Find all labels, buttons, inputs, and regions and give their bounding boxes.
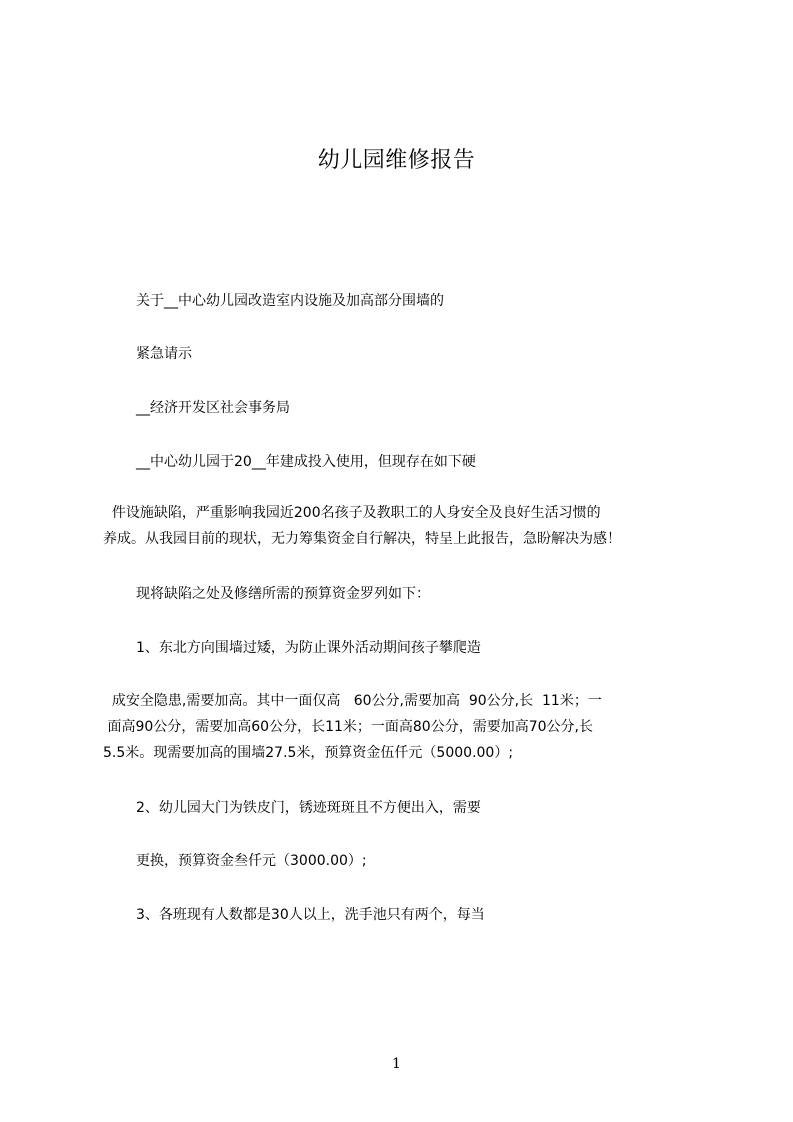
page-number: 1 xyxy=(392,1056,401,1072)
text-line: 5.5米。现需要加高的围墙27.5米，预算资金伍仟元（5000.00）; xyxy=(103,745,514,761)
paragraph-subject-line2: 紧急请示 xyxy=(136,346,192,362)
paragraph-item-1-details xyxy=(103,688,701,766)
text-line: 成安全隐患,需要加高。其中一面仅高 60公分,需要加高 90公分,长 11米；一 xyxy=(103,693,602,709)
paragraph-intro: __中心幼儿园于20__年建成投入使用，但现存在如下硬 xyxy=(136,454,476,470)
paragraph-subject-line1: 关于__中心幼儿园改造室内设施及加高部分围墙的 xyxy=(136,293,444,309)
document-title: 幼儿园维修报告 xyxy=(317,148,476,173)
paragraph-item-2: 2、幼儿园大门为铁皮门，锈迹斑斑且不方便出入，需要 xyxy=(136,800,481,816)
paragraph-item-2-continued: 更换，预算资金叁仟元（3000.00）; xyxy=(136,853,367,869)
paragraph-intro-continued xyxy=(103,500,701,552)
paragraph-item-1: 1、东北方向围墙过矮，为防止课外活动期间孩子攀爬造 xyxy=(136,640,481,656)
paragraph-list-heading: 现将缺陷之处及修缮所需的预算资金罗列如下： xyxy=(136,586,430,602)
text-line: 面高90公分，需要加高60公分，长11米；一面高80公分，需要加高70公分,长 xyxy=(103,719,593,735)
paragraph-item-3: 3、各班现有人数都是30人以上，洗手池只有两个，每当 xyxy=(136,907,485,923)
paragraph-recipient: __经济开发区社会事务局 xyxy=(136,400,290,416)
text-line: 件设施缺陷，严重影响我园近200名孩子及教职工的人身安全及良好生活习惯的 xyxy=(103,505,601,521)
text-line: 养成。从我园目前的现状，无力筹集资金自行解决，特呈上此报告，急盼解决为感！ xyxy=(103,531,621,547)
